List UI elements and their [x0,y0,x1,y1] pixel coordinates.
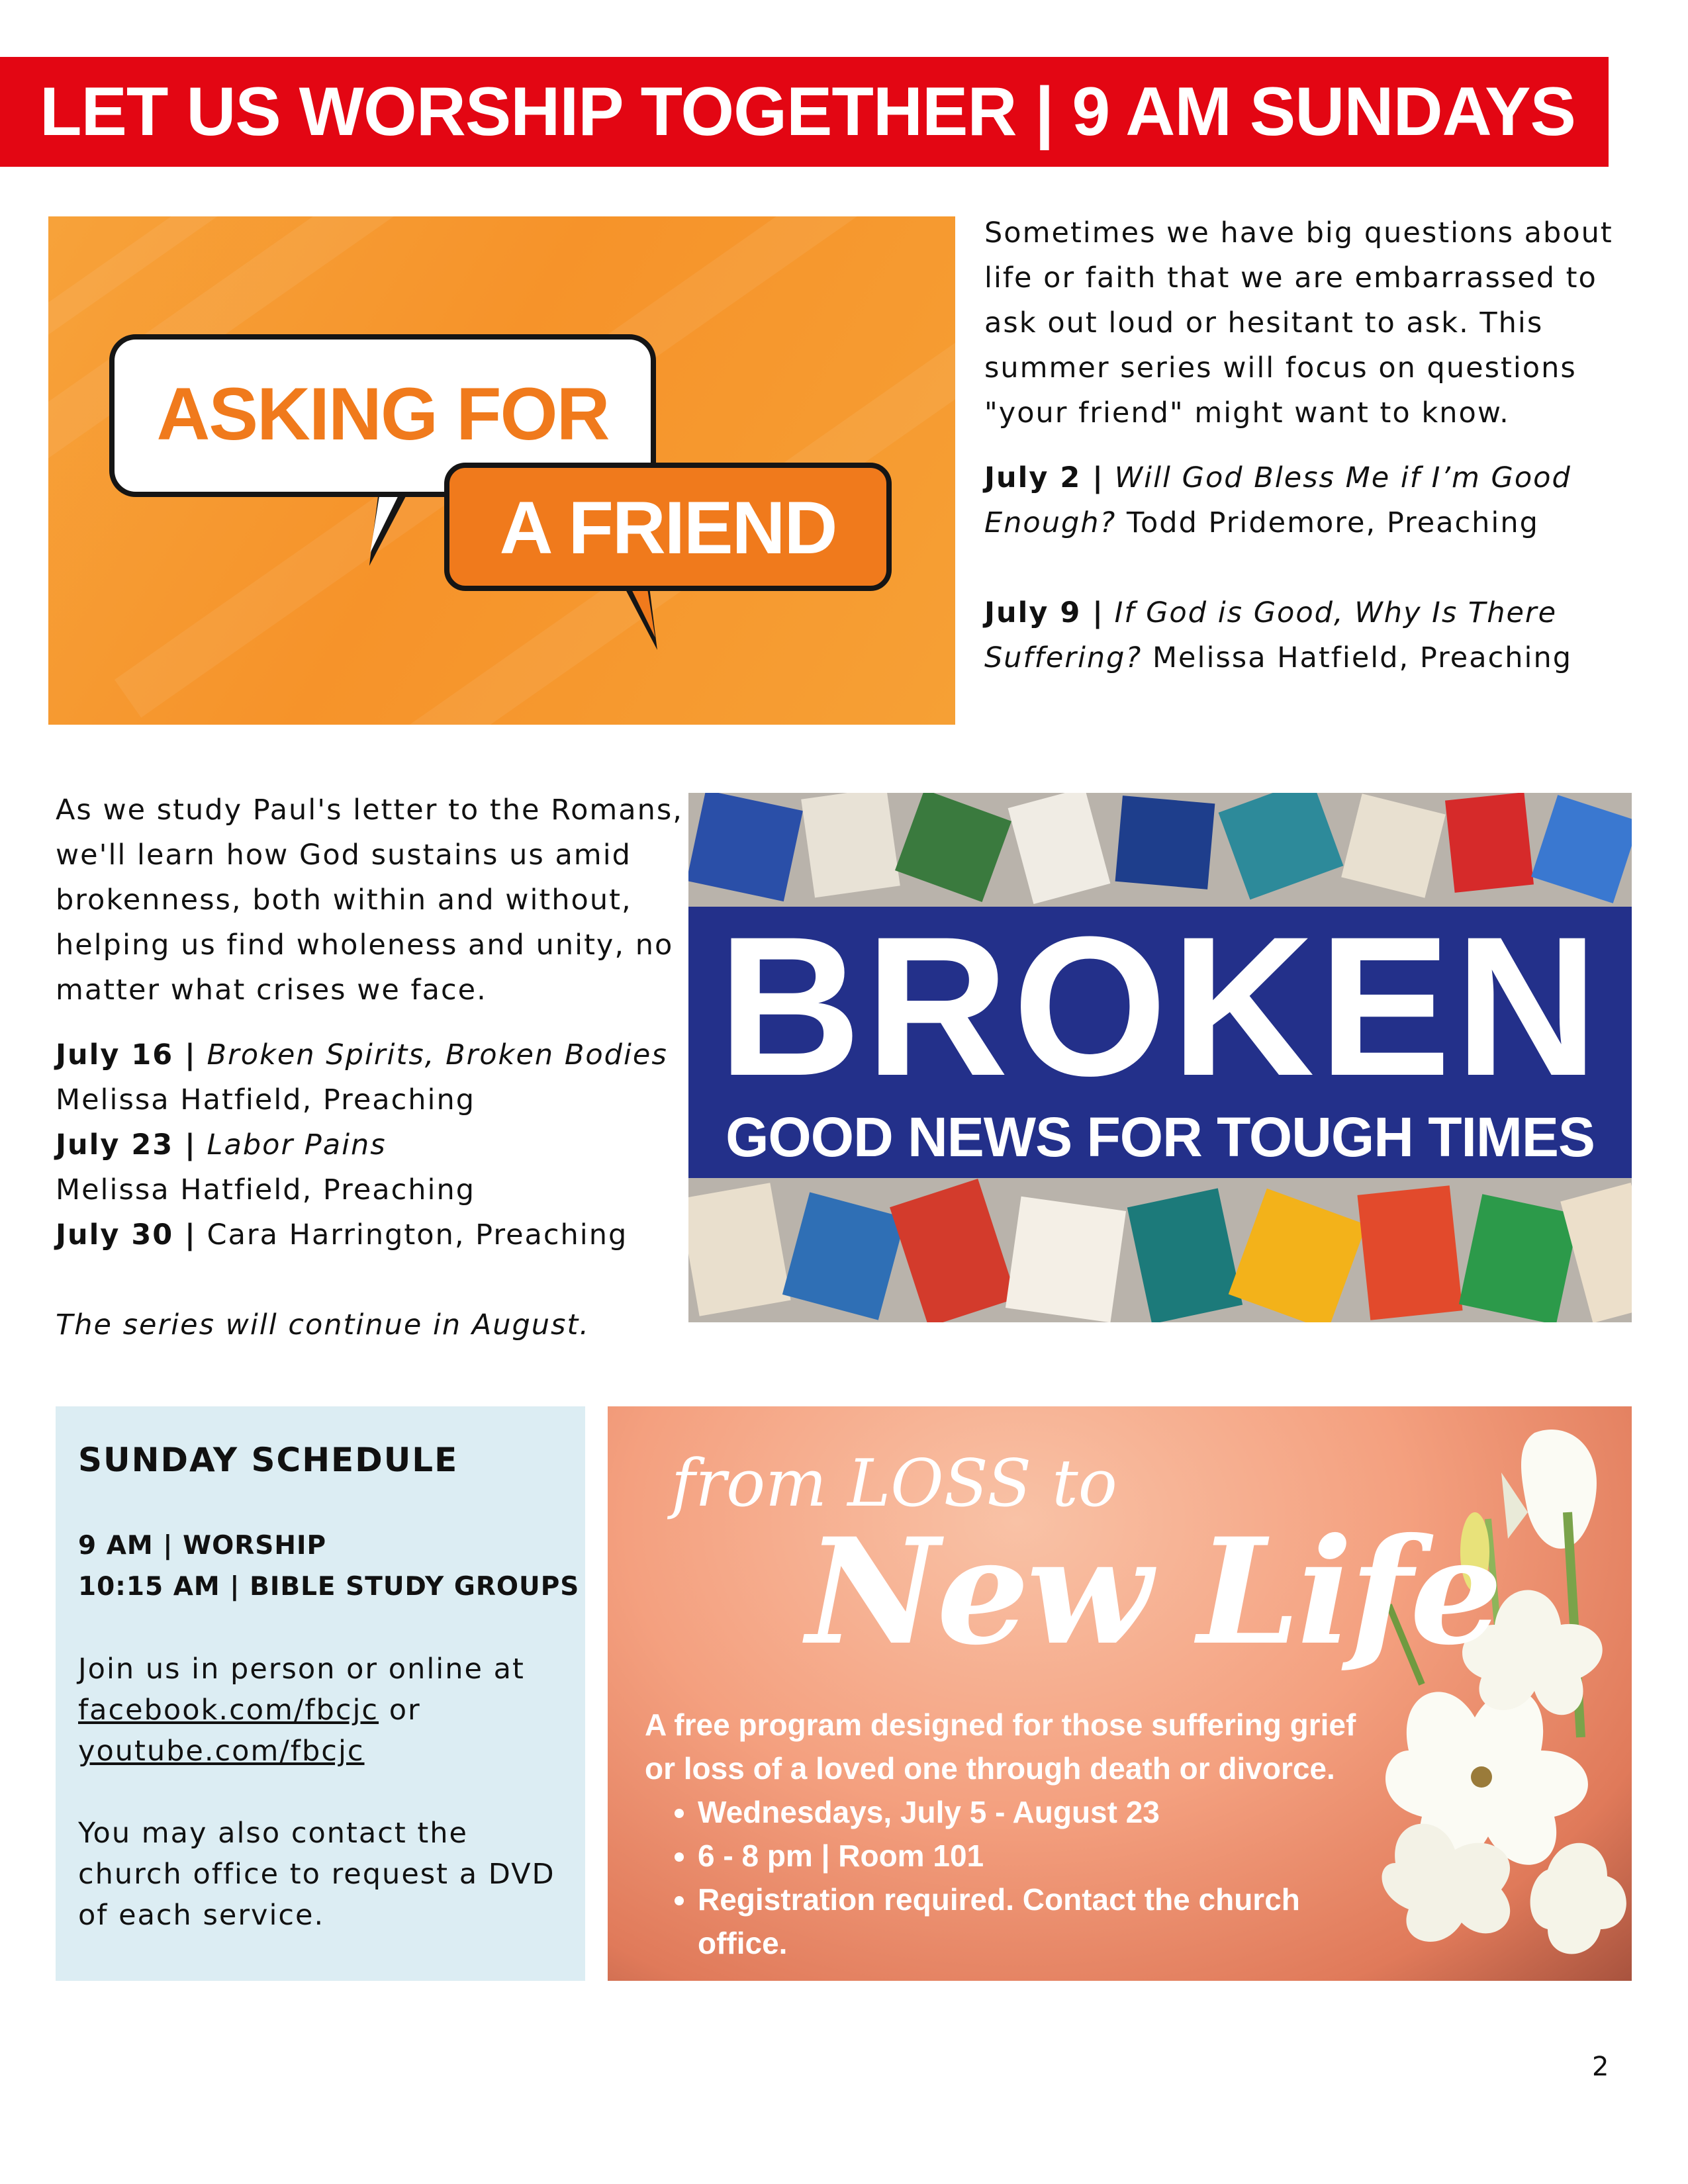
loss-line2: New Life [806,1506,1500,1677]
dvd-text: You may also contact the church office to request a DVD of each service. [78,1817,555,1932]
speech-bubble-orange [444,463,892,591]
graphic-line2: A FRIEND [499,486,837,569]
series2-note: The series will continue in August. [56,1308,590,1342]
sermon-item [56,1032,691,1122]
graphic-line1: ASKING FOR [156,373,609,455]
sermon-title: Broken Spirits, Broken Bodies [207,1038,668,1071]
series1-text [984,210,1660,680]
asking-for-a-friend-graphic [48,216,955,725]
schedule-item: 10:15 AM | BIBLE STUDY GROUPS [78,1572,580,1602]
loss-description-block [645,1703,1373,1965]
loss-bullets [645,1790,1373,1965]
facebook-link[interactable]: facebook.com/fbcjc [78,1694,379,1727]
lily-flowers-icon [1369,1406,1632,1981]
series2-text [56,788,691,1347]
schedule-item: 9 AM | WORSHIP [78,1531,327,1561]
series2-intro: As we study Paul's letter to the Romans, we'll learn how God sustains us amid brokenness, both within and without, helping us find wholeness and unity, no matter what crises we face. [56,794,683,1007]
sermon-preacher: Melissa Hatfield, Preaching [1152,641,1572,674]
loss-to-new-life-graphic [608,1406,1632,1981]
sermon-title: Will God Bless Me if I’m Good Enough? [984,461,1571,539]
youtube-link[interactable]: youtube.com/fbcjc [78,1735,365,1768]
loss-description: A free program designed for those suffering grief or loss of a loved one through death or divorce. [645,1707,1356,1786]
sermon-preacher: Melissa Hatfield, Preaching [56,1173,476,1206]
sermon-date: July 30 | [56,1218,197,1251]
sermon-item [56,1122,691,1212]
loss-line1: from LOSS to [671,1446,1117,1522]
banner-title: LET US WORSHIP TOGETHER | 9 AM SUNDAYS [40,73,1575,150]
broken-subtitle: GOOD NEWS FOR TOUGH TIMES [726,1106,1595,1168]
sermon-preacher: Todd Pridemore, Preaching [1127,506,1539,539]
sermon-item [56,1212,691,1257]
join-text: Join us in person or online at facebook.com/fbcjc or youtube.com/fbcjc [78,1653,525,1768]
list-item: • 6 - 8 pm | Room 101 [698,1834,1373,1878]
page-number: 2 [1592,2052,1609,2082]
sermon-date: July 23 | [56,1128,197,1161]
sermon-date: July 16 | [56,1038,197,1071]
sermon-item [984,455,1660,545]
broken-word: BROKEN [718,895,1603,1117]
broken-title-band [688,895,1632,1178]
sermon-title: Labor Pains [207,1128,387,1161]
sermon-preacher: Cara Harrington, Preaching [207,1218,628,1251]
sermon-date: July 9 | [984,596,1104,629]
list-item: • Registration required. Contact the church office. [698,1878,1373,1965]
sunday-schedule-box [56,1406,585,1981]
series1-intro: Sometimes we have big questions about life or faith that we are embarrassed to ask out loud or hesitant to ask. This summer series will focus on questions "your friend" might want to know. [984,216,1613,430]
sermon-item [984,590,1660,680]
sermon-title: If God is Good, Why Is There Suffering? [984,596,1558,674]
sermon-preacher: Melissa Hatfield, Preaching [56,1083,476,1116]
list-item: • Wednesdays, July 5 - August 23 [698,1790,1373,1834]
schedule-heading: SUNDAY SCHEDULE [78,1441,459,1479]
header-banner [0,57,1609,167]
broken-series-graphic [688,793,1632,1322]
sermon-date: July 2 | [984,461,1104,494]
